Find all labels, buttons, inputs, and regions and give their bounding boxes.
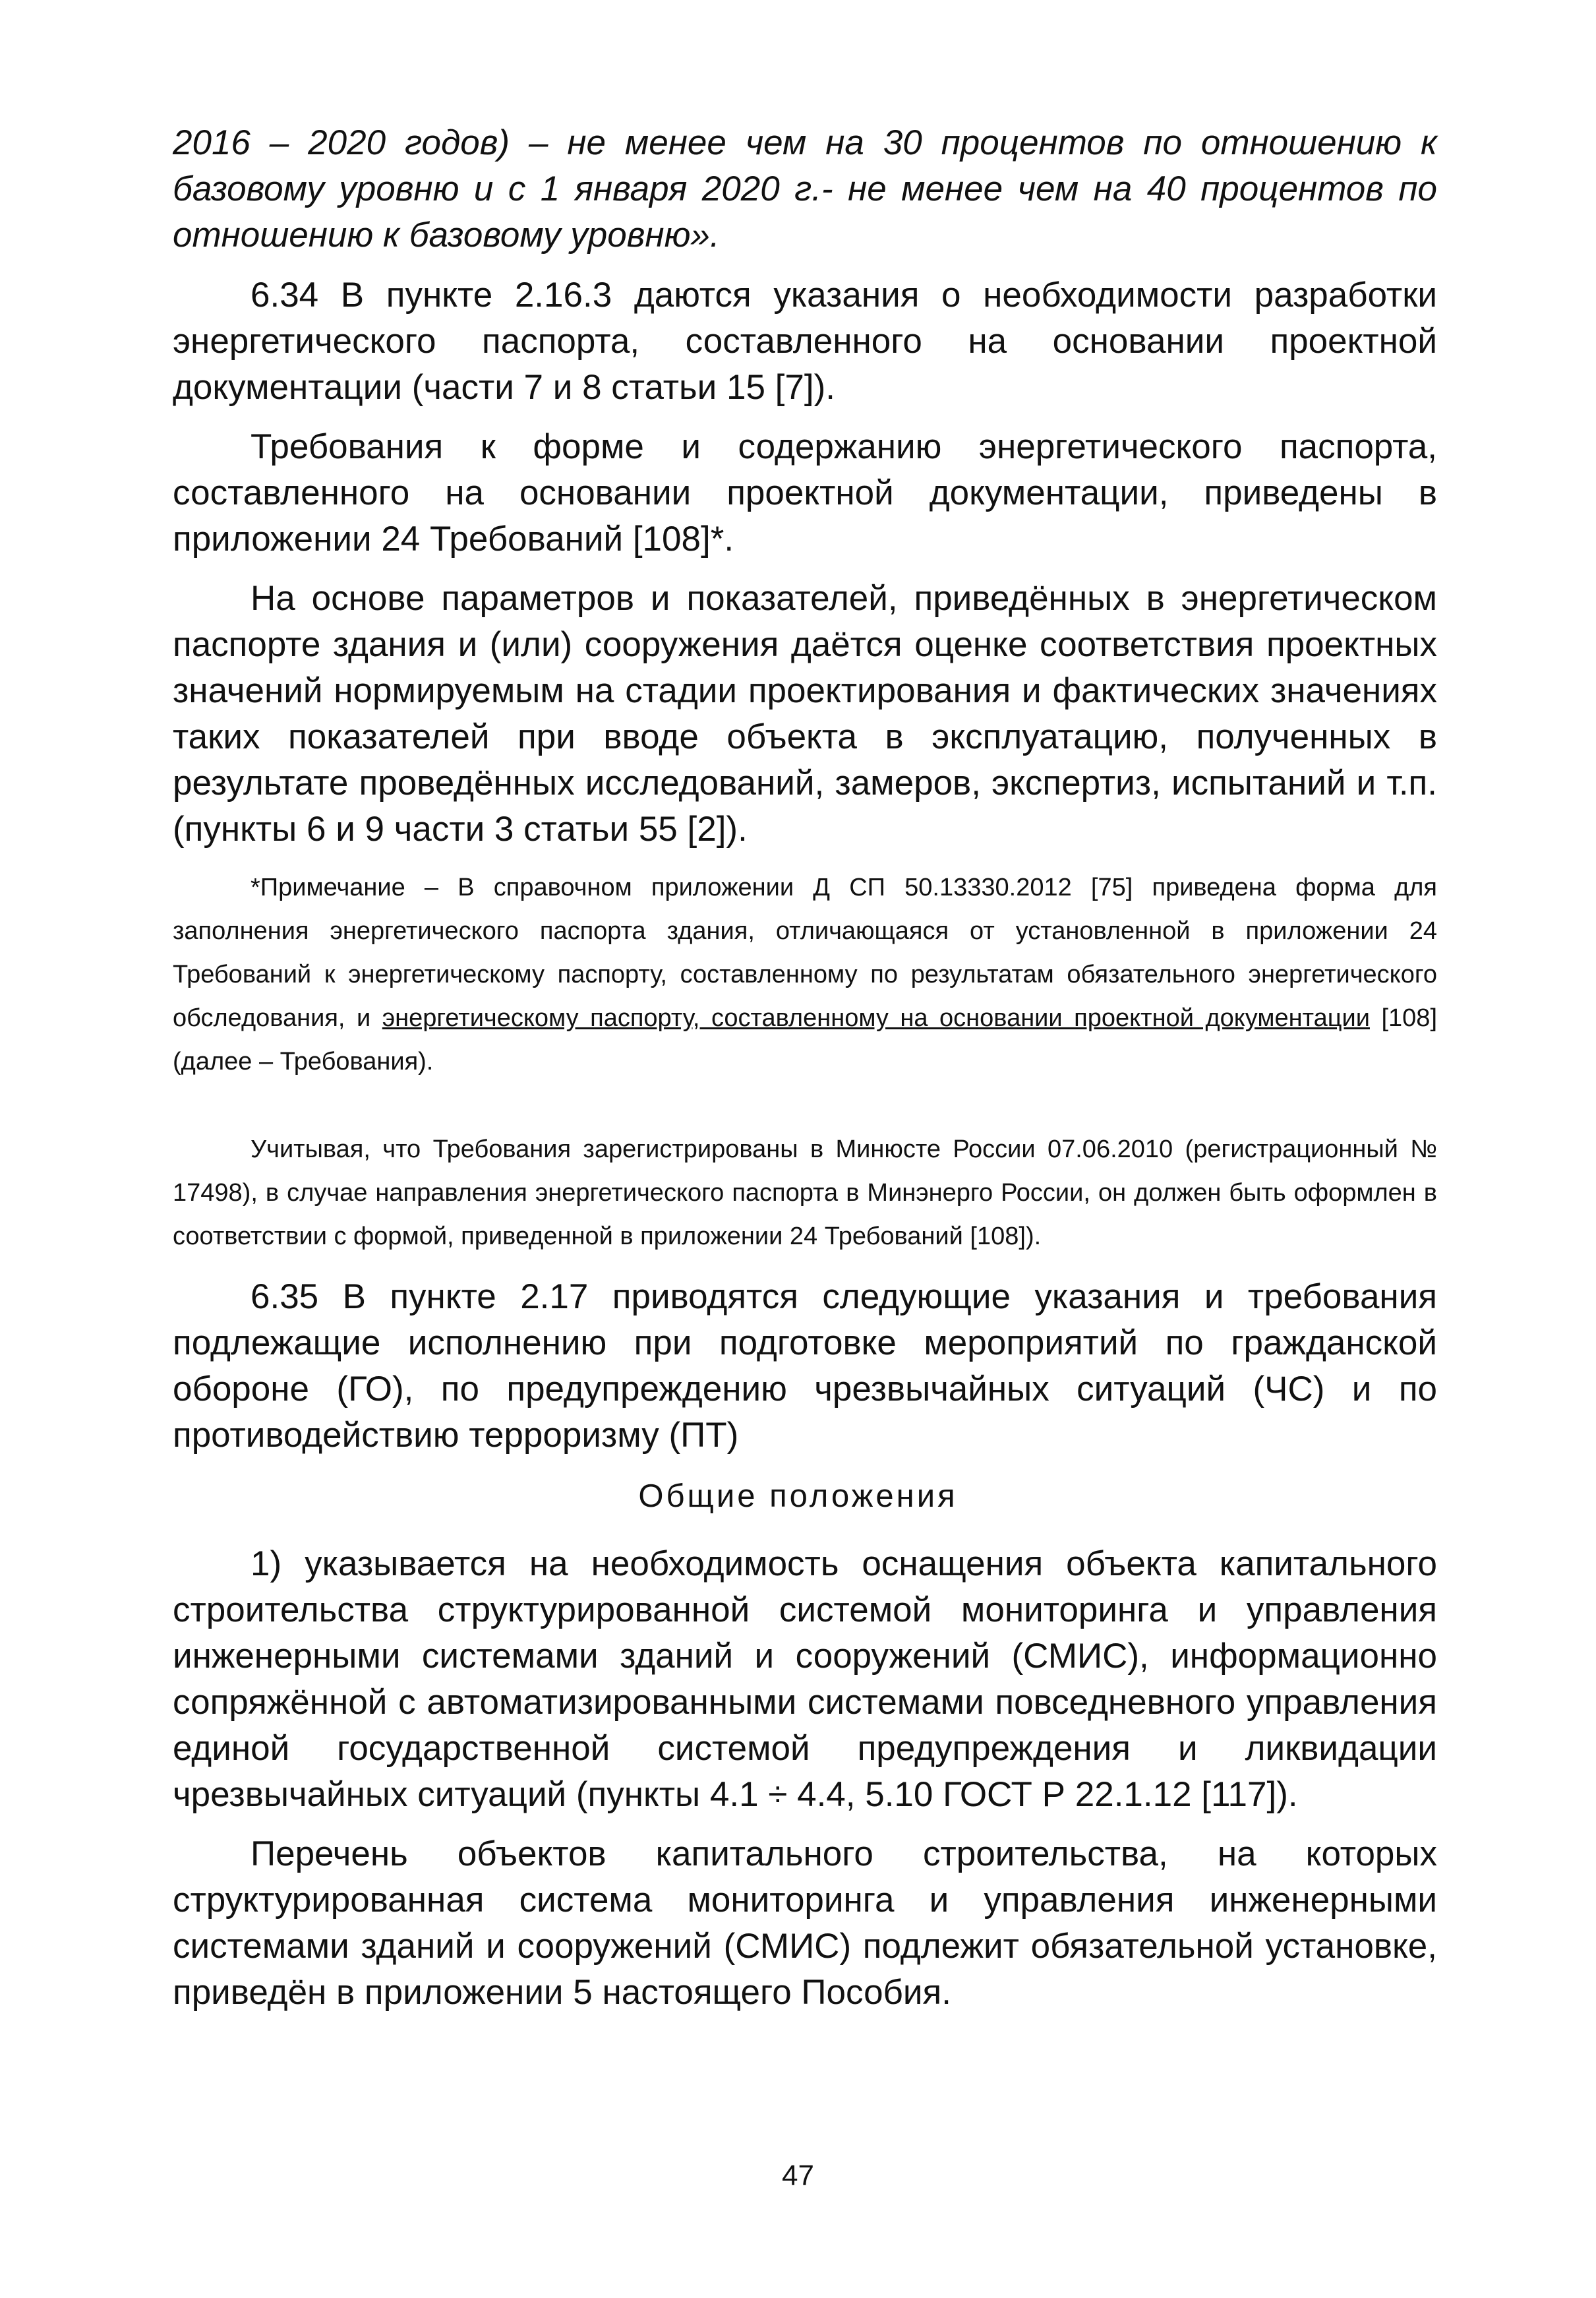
page-number: 47 — [782, 2160, 814, 2192]
paragraph-6-35 — [173, 1274, 1437, 1459]
paragraph-item-1 — [173, 1541, 1437, 1818]
paragraph-text: Требования к форме и содержанию энергетического паспорта, составленного на основании проектной документации, приведены в приложении 24 Требований [108]*. — [173, 427, 1437, 559]
paragraph-list-of-objects — [173, 1831, 1437, 2016]
footnote-text-end: [108] (далее – Требования). — [173, 1004, 1438, 1075]
paragraph-text: 2016 – 2020 годов) – не менее чем на 30 процентов по отношению к базовому уровню и с 1 января 2020 г.- не менее чем на 40 процентов по отношению к базовому уровню». — [173, 123, 1437, 255]
paragraph-continuation — [173, 120, 1437, 258]
paragraph-requirements — [173, 424, 1437, 562]
paragraph-text: На основе параметров и показателей, приведённых в энергетическом паспорте здания и (или) сооружения даётся оценке соответствия проектных значений нормируемым на стадии проектирования и фактических значениях таких показателей при вводе объекта в эксплуатацию, полученных в результате проведённых исследований, замеров, экспертиз, испытаний и т.п. (пункты 6 и 9 части 3 статьи 55 [2]). — [173, 579, 1437, 849]
footnote-primechanie — [173, 866, 1437, 1083]
footnote-uchityvaya — [173, 1128, 1437, 1258]
paragraph-6-34 — [173, 272, 1437, 411]
footnote-underlined-text: энергетическому паспорту, составленному на основании проектной документации — [382, 1004, 1370, 1032]
section-heading: Общие положения — [638, 1478, 958, 1514]
footnote-text-start: *Примечание – В справочном приложении Д СП 50.13330.2012 [75] приведена форма для заполнения энергетического паспорта здания, отличающаяся от установленной в приложении 24 Требований к энергетическому паспорту, составленному по результатам обязательного энергетического обследования, и — [173, 874, 1437, 1032]
footnote-text — [173, 866, 1437, 1083]
paragraph-text: Перечень объектов капитального строительства, на которых структурированная система мониторинга и управления инженерными системами зданий и сооружений (СМИС) подлежит обязательной установке, приведён в приложении 5 настоящего Пособия. — [173, 1834, 1437, 2012]
paragraph-text: 1) указывается на необходимость оснащения объекта капитального строительства структурированной системой мониторинга и управления инженерными системами зданий и сооружений (СМИС), информационно сопряжённой с автоматизированными системами повседневного управления единой государственной системой предупреждения и ликвидации чрезвычайных ситуаций (пункты 4.1 ÷ 4.4, 5.10 ГОСТ Р 22.1.12 [117]). — [173, 1544, 1437, 1814]
paragraph-assessment — [173, 576, 1437, 853]
paragraph-text: 6.35 В пункте 2.17 приводятся следующие указания и требования подлежащие исполнению при подготовке мероприятий по гражданской обороне (ГО), по предупреждению чрезвычайных ситуаций (ЧС) и по противодействию терроризму (ПТ) — [173, 1277, 1437, 1455]
paragraph-text: 6.34 В пункте 2.16.3 даются указания о необходимости разработки энергетического паспорта, составленного на основании проектной документации (части 7 и 8 статьи 15 [7]). — [173, 276, 1437, 407]
footnote-text: Учитывая, что Требования зарегистрированы в Минюсте России 07.06.2010 (регистрационный № 17498), в случае направления энергетического паспорта в Минэнерго России, он должен быть оформлен в соответствии с формой, приведенной в приложении 24 Требований [108]). — [173, 1135, 1437, 1250]
